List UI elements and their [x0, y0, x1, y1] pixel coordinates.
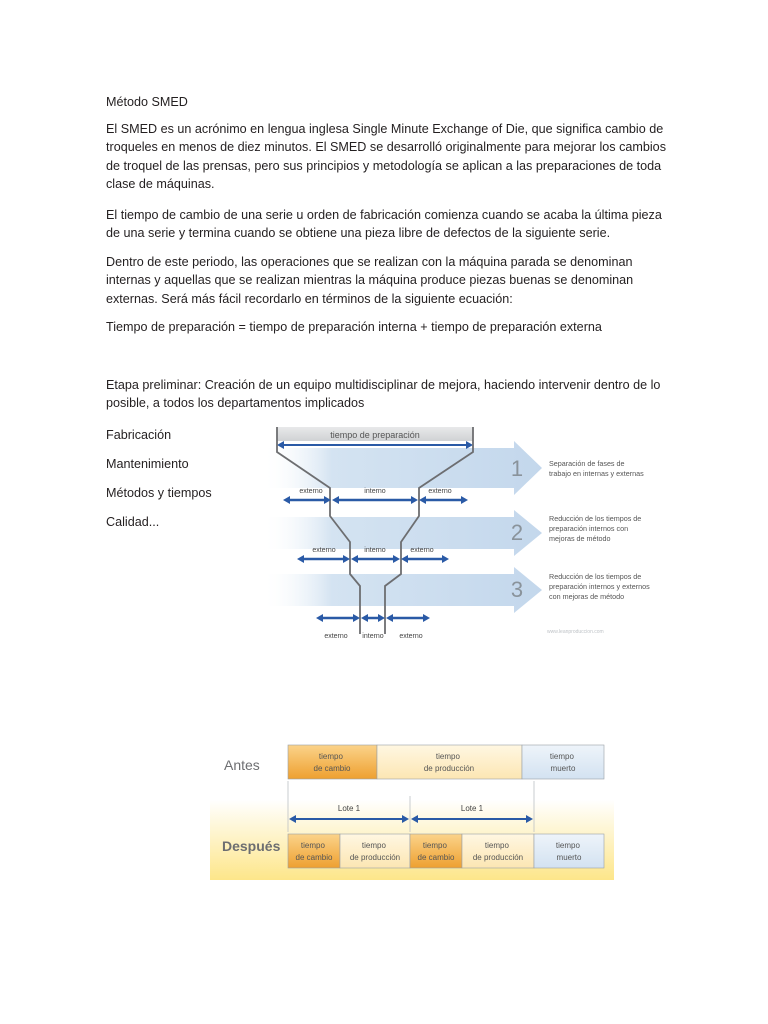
- despues-box-produccion-label: tiempo de producción: [349, 841, 401, 862]
- step-number-2: 2: [510, 520, 524, 545]
- interno-label: interno: [364, 488, 386, 495]
- step-2-text: Reducción de los tiempos de preparación internos con mejoras de método: [549, 514, 642, 543]
- department-item: Fabricación: [106, 428, 172, 442]
- despues-label: Después: [222, 838, 281, 854]
- despues-box-cambio: [288, 834, 340, 868]
- despues-row: [288, 834, 604, 868]
- despues-box-muerto-label: tiempo muerto: [555, 841, 582, 862]
- externo-label: externo: [410, 547, 434, 554]
- smed-funnel-diagram: [262, 424, 686, 644]
- antes-row: [288, 745, 604, 779]
- paragraph-smed-definition: El SMED es un acrónimo en lengua inglesa Single Minute Exchange of Die, que significa cambio de troqueles en menos de diez minutos. El SMED se desarrolló originalmente para mejorar los cambios de troquel de las prensas, pero sus principios y metodología se aplican a las preparaciones de toda clase de máquinas.: [106, 122, 666, 191]
- step-band-3: [262, 567, 542, 613]
- antes-box-produccion: [377, 745, 522, 779]
- externo-label: externo: [399, 633, 423, 640]
- step-number-3: 3: [510, 577, 524, 602]
- despues-box-muerto: [534, 834, 604, 868]
- despues-box-cambio: [410, 834, 462, 868]
- externo-label: externo: [428, 488, 452, 495]
- antes-box-muerto: [522, 745, 604, 779]
- department-item: Mantenimiento: [106, 457, 189, 471]
- despues-box-produccion: [340, 834, 410, 868]
- step-1-text: Separación de fases de trabajo en internas y externas: [549, 459, 644, 478]
- externo-label: externo: [324, 633, 348, 640]
- paragraph-equation: Tiempo de preparación = tiempo de preparación interna + tiempo de preparación externa: [106, 320, 602, 334]
- antes-box-produccion-label: tiempo de producción: [423, 752, 475, 773]
- step-band-2: [262, 510, 542, 556]
- interno-label: interno: [362, 633, 384, 640]
- page-title: Método SMED: [106, 95, 188, 109]
- externo-label: externo: [312, 547, 336, 554]
- department-item: Métodos y tiempos: [106, 486, 212, 500]
- externo-label: externo: [299, 488, 323, 495]
- step-3-text: Reducción de los tiempos de preparación internos y externos con mejoras de método: [549, 572, 650, 601]
- antes-box-muerto-label: tiempo muerto: [549, 752, 576, 773]
- step-band-1: [262, 441, 542, 495]
- despues-box-produccion: [462, 834, 534, 868]
- paragraph-internal-external: Dentro de este periodo, las operaciones que se realizan con la máquina parada se denominan internas y aquellas que se realizan mientras la máquina produce piezas buenas se denominan externas. Será más fácil recordarlo en términos de la siguiente ecuación:: [106, 255, 634, 306]
- antes-label: Antes: [224, 757, 260, 773]
- before-after-timeline-diagram: [210, 734, 614, 880]
- lote-label: Lote 1: [460, 804, 484, 813]
- paragraph-preliminary-stage: Etapa preliminar: Creación de un equipo multidisciplinar de mejora, haciendo intervenir dentro de lo posible, a todos los departamentos implicados: [106, 378, 661, 411]
- step-number-1: 1: [510, 456, 524, 481]
- antes-box-cambio-label: tiempo de cambio: [313, 752, 351, 773]
- interno-label: interno: [364, 547, 386, 554]
- header-label: tiempo de preparación: [330, 430, 420, 440]
- department-item: Calidad...: [106, 515, 160, 529]
- despues-box-cambio-label: tiempo de cambio: [295, 841, 333, 862]
- paragraph-change-time: El tiempo de cambio de una serie u orden de fabricación comienza cuando se acaba la última pieza de una serie y termina cuando se obtiene una pieza libre de defectos de la siguiente serie.: [106, 208, 662, 241]
- antes-box-cambio: [288, 745, 377, 779]
- despues-box-produccion-label: tiempo de producción: [472, 841, 524, 862]
- lote-label: Lote 1: [337, 804, 361, 813]
- watermark: www.leanproduccion.com: [547, 629, 604, 635]
- despues-box-cambio-label: tiempo de cambio: [417, 841, 455, 862]
